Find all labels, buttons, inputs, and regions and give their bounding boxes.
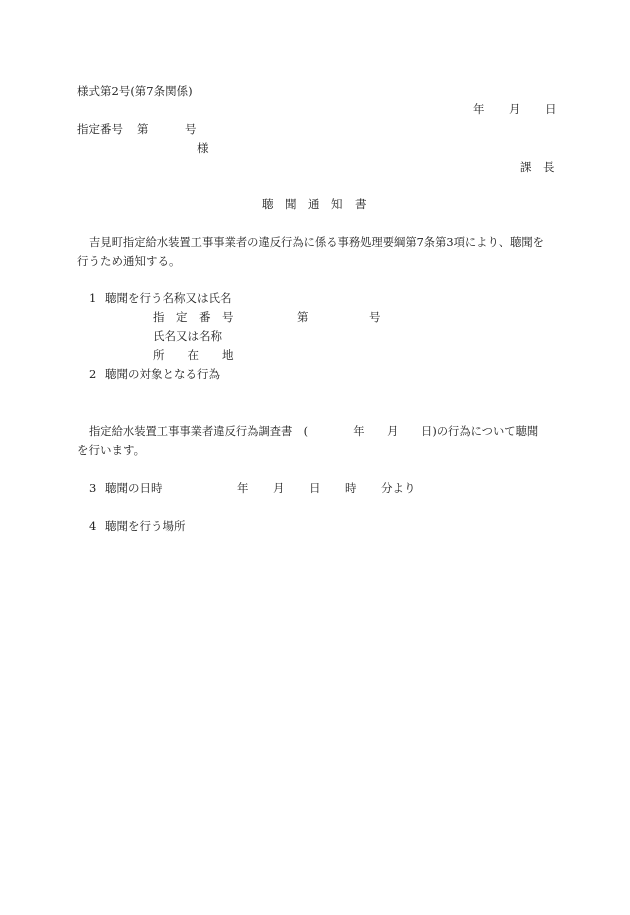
section2-detail-line-1: 指定給水装置工事事業者違反行為調査書 ( 年 月 日)の行為について聴聞 [89, 425, 539, 438]
section1-number: 1 [89, 291, 97, 305]
section2-detail-line-2: を行います。 [77, 443, 146, 457]
section1-title: 聴聞を行う名称又は氏名 [105, 291, 232, 305]
intro-line-2: 行うため通知する。 [77, 254, 181, 268]
date-month: 月 [509, 102, 521, 116]
designation-label: 指定番号 [77, 122, 123, 136]
title-char: 書 [355, 197, 367, 211]
recipient-sama: 様 [197, 141, 209, 155]
section1-address-label: 所 在 地 [153, 348, 234, 362]
section1-designation-go: 号 [369, 310, 381, 324]
section3-minute-from: 分より [381, 481, 416, 495]
section1-name-label: 氏名又は名称 [153, 329, 222, 343]
section2-number: 2 [89, 367, 97, 381]
designation-go: 号 [185, 122, 197, 136]
section3-year: 年 [237, 481, 249, 495]
date-day: 日 [545, 102, 557, 116]
title-char: 聴 [262, 197, 274, 211]
sender-title: 課 長 [520, 160, 555, 174]
section4-title: 聴聞を行う場所 [105, 519, 186, 533]
intro-line-1: 吉見町指定給水装置工事事業者の違反行為に係る事務処理要綱第7条第3項により、聴聞を [89, 236, 544, 249]
section2-title: 聴聞の対象となる行為 [105, 367, 220, 381]
section4-number: 4 [89, 519, 97, 533]
form-label: 様式第2号(第7条関係) [77, 84, 193, 98]
title-char: 聞 [285, 197, 297, 211]
section1-designation-dai: 第 [297, 310, 309, 324]
section3-day: 日 [309, 481, 321, 495]
title-char: 通 [308, 197, 320, 211]
section3-number: 3 [89, 481, 97, 495]
date-year: 年 [473, 102, 485, 116]
section3-title: 聴聞の日時 [105, 481, 163, 495]
section1-designation-label: 指 定 番 号 [153, 310, 234, 324]
designation-dai: 第 [137, 122, 149, 136]
section3-month: 月 [273, 481, 285, 495]
title-char: 知 [331, 197, 343, 211]
section3-hour: 時 [345, 481, 357, 495]
